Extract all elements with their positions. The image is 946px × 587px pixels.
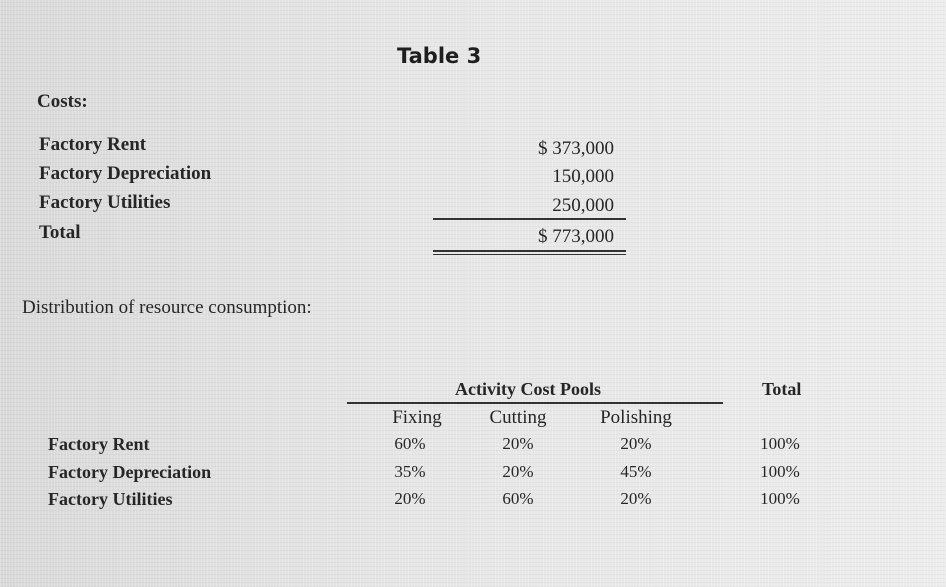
pct-factory-depreciation-total: 100% bbox=[760, 462, 800, 481]
column-header-fixing: Fixing bbox=[392, 407, 442, 428]
pct-factory-utilities-fixing: 20% bbox=[394, 489, 426, 508]
activity-cost-pools-heading: Activity Cost Pools bbox=[455, 379, 601, 399]
pct-factory-rent-polishing: 20% bbox=[620, 434, 652, 453]
subtotal-rule bbox=[433, 218, 626, 220]
cost-label-factory-depreciation: Factory Depreciation bbox=[39, 163, 212, 184]
pct-factory-utilities-total: 100% bbox=[760, 489, 800, 508]
cost-amount-total: $ 773,000 bbox=[538, 226, 614, 247]
column-header-polishing: Polishing bbox=[600, 407, 672, 428]
cost-label-factory-utilities: Factory Utilities bbox=[39, 192, 171, 213]
pct-factory-depreciation-fixing: 35% bbox=[394, 462, 426, 481]
cost-amount-factory-utilities: 250,000 bbox=[552, 195, 614, 216]
column-header-cutting: Cutting bbox=[489, 407, 547, 428]
cost-amount-factory-depreciation: 150,000 bbox=[552, 166, 614, 187]
costs-heading: Costs: bbox=[37, 91, 88, 112]
distribution-row-label-factory-rent: Factory Rent bbox=[48, 434, 150, 454]
total-column-heading: Total bbox=[762, 379, 802, 399]
pct-factory-depreciation-polishing: 45% bbox=[620, 462, 652, 481]
total-double-rule-bottom bbox=[433, 254, 626, 255]
pct-factory-depreciation-cutting: 20% bbox=[502, 462, 534, 481]
cost-label-factory-rent: Factory Rent bbox=[39, 134, 147, 155]
cost-label-total: Total bbox=[39, 222, 81, 243]
page-title: Table 3 bbox=[397, 44, 482, 68]
pct-factory-rent-total: 100% bbox=[760, 434, 800, 453]
pct-factory-rent-fixing: 60% bbox=[394, 434, 426, 453]
pct-factory-utilities-polishing: 20% bbox=[620, 489, 652, 508]
pct-factory-rent-cutting: 20% bbox=[502, 434, 534, 453]
distribution-heading: Distribution of resource consumption: bbox=[22, 297, 312, 318]
distribution-row-label-factory-depreciation: Factory Depreciation bbox=[48, 462, 212, 482]
distribution-row-label-factory-utilities: Factory Utilities bbox=[48, 489, 173, 509]
total-double-rule-top bbox=[433, 250, 626, 252]
pools-header-rule bbox=[347, 402, 723, 404]
cost-amount-factory-rent: $ 373,000 bbox=[538, 138, 614, 159]
pct-factory-utilities-cutting: 60% bbox=[502, 489, 534, 508]
